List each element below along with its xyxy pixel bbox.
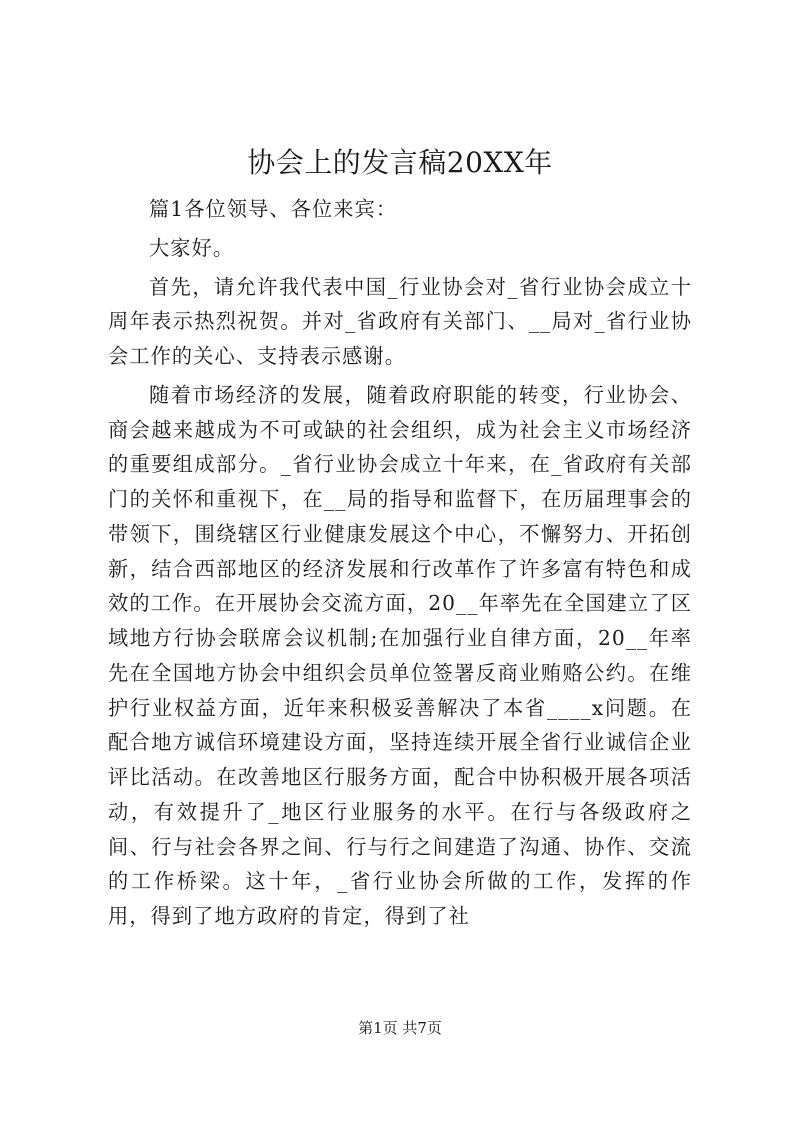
document-body	[108, 192, 692, 938]
page-footer: 第1页 共7页	[358, 1019, 442, 1037]
paragraph-greeting: 大家好。	[149, 235, 235, 260]
paragraph-salutation: 篇1各位领导、各位来宾：	[149, 197, 398, 221]
page-title: 协会上的发言稿20XX年	[247, 146, 553, 179]
paragraph-congratulations: 首先，请允许我代表中国_行业协会对_省行业协会成立十周年表示热烈祝贺。并对_省政府有关部门、__局对_省行业协会工作的关心、支持表示感谢。	[108, 274, 692, 368]
paragraph-main-body: 随着市场经济的发展，随着政府职能的转变，行业协会、商会越来越成为不可或缺的社会组织，成为社会主义市场经济的重要组成部分。_省行业协会成立十年来，在_省政府有关部门的关怀和重视下，在__局的指导和监督下，在历届理事会的带领下，围绕辖区行业健康发展这个中心，不懈努力、开拓创新，结合西部地区的经济发展和行改革作了许多富有特色和成效的工作。在开展协会交流方面，20__年率先在全国建立了区域地方行协会联席会议机制;在加强行业自律方面，20__年率先在全国地方协会中组织会员单位签署反商业贿赂公约。在维护行业权益方面，近年来积极妥善解决了本省____x问题。在配合地方诚信环境建设方面，坚持连续开展全省行业诚信企业评比活动。在改善地区行服务方面，配合中协积极开展各项活动，有效提升了_地区行业服务的水平。在行与各级政府之间、行与社会各界之间、行与行之间建造了沟通、协作、交流的工作桥梁。这十年，_省行业协会所做的工作，发挥的作用，得到了地方政府的肯定，得到了社	[108, 382, 692, 928]
